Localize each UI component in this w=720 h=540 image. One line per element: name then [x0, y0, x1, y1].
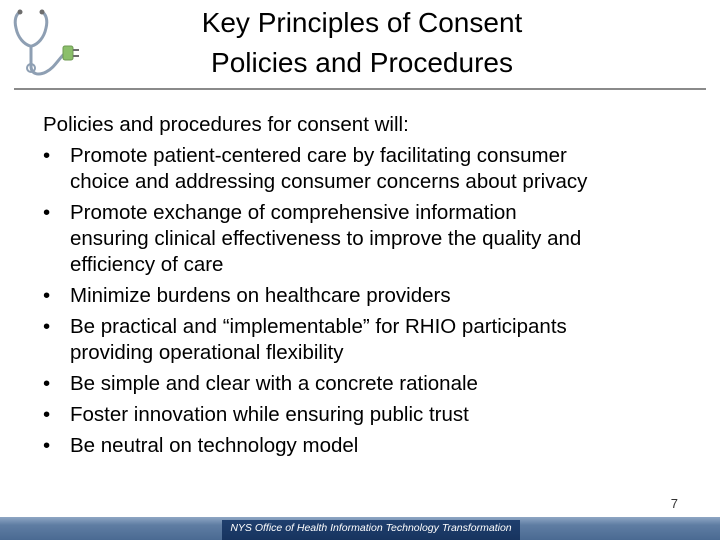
- bullet-marker: •: [43, 144, 51, 167]
- slide-title-line-2: Policies and Procedures: [211, 47, 513, 78]
- bullet-marker: •: [43, 434, 51, 457]
- bullet-text-line: Promote exchange of comprehensive information: [70, 201, 517, 224]
- bullet-text-line: providing operational flexibility: [70, 341, 344, 364]
- bullet-marker: •: [43, 315, 51, 338]
- bullet-item: [43, 314, 711, 366]
- bullet-text-line: Foster innovation while ensuring public trust: [70, 403, 469, 426]
- bullet-marker: •: [43, 372, 51, 395]
- bullet-text-line: choice and addressing consumer concerns about privacy: [70, 170, 588, 193]
- bullet-item: [43, 371, 711, 397]
- bullet-text-line: efficiency of care: [70, 253, 224, 276]
- bullet-item: [43, 283, 711, 309]
- bullet-text-line: ensuring clinical effectiveness to improve the quality and: [70, 227, 582, 250]
- bullet-text-line: Promote patient-centered care by facilitating consumer: [70, 144, 567, 167]
- bullet-item: [43, 433, 711, 459]
- page-number: 7: [670, 496, 678, 511]
- bullet-marker: •: [43, 403, 51, 426]
- slide-body: [43, 112, 711, 464]
- bullet-text-line: Be practical and “implementable” for RHIO participants: [70, 315, 567, 338]
- bullet-item: [43, 143, 711, 195]
- footer-text: NYS Office of Health Information Technology Transformation: [230, 522, 512, 534]
- title-divider: [14, 88, 706, 90]
- bullet-text-line: Be simple and clear with a concrete rationale: [70, 372, 478, 395]
- slide-title-line-1: Key Principles of Consent: [201, 7, 523, 38]
- bullet-marker: •: [43, 284, 51, 307]
- bullet-text-line: Be neutral on technology model: [70, 434, 359, 457]
- bullet-item: [43, 402, 711, 428]
- bullet-text-line: Minimize burdens on healthcare providers: [70, 284, 451, 307]
- intro-text: Policies and procedures for consent will:: [43, 113, 409, 136]
- bullet-list: [43, 143, 711, 459]
- bullet-item: [43, 200, 711, 278]
- bullet-marker: •: [43, 201, 51, 224]
